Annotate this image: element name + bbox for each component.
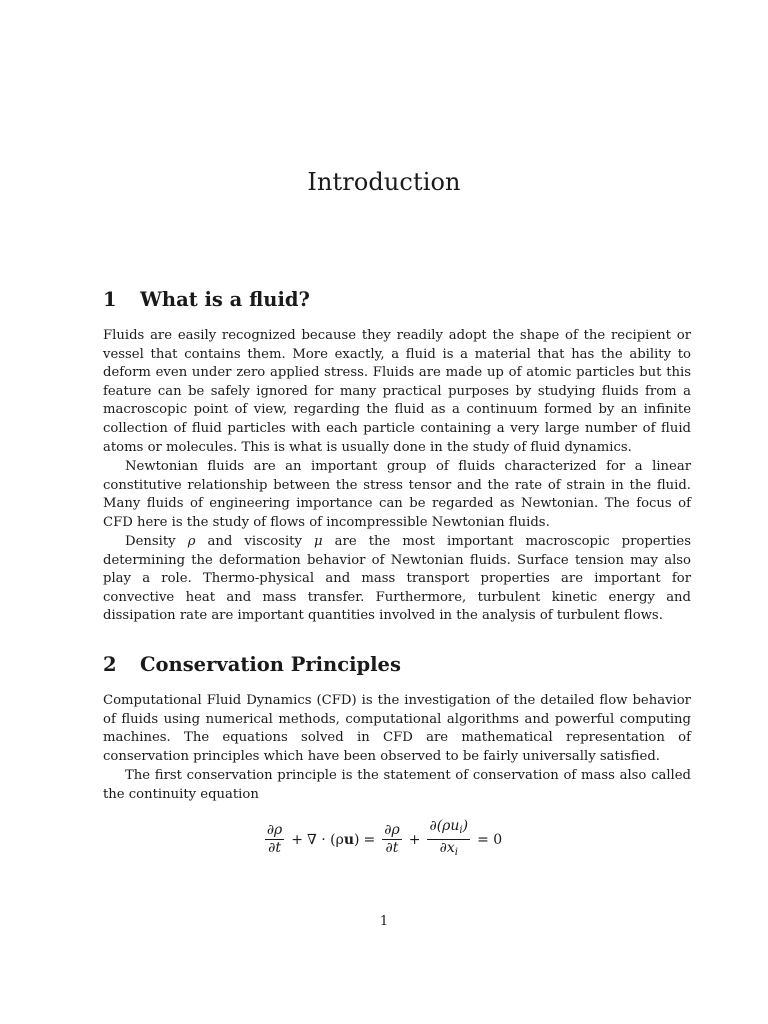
paragraph-continuity-intro: The first conservation principle is the statement of conservation of mass also called the continuity equation: [103, 768, 691, 802]
section-heading-1: [103, 288, 310, 311]
mu-symbol: μ: [314, 534, 323, 549]
section-number: 2: [103, 653, 117, 676]
drho-dt-fraction: $\frac{\partial\rho}{\partial t}$: [266, 822, 283, 856]
section-heading-2: [103, 653, 401, 676]
paragraph-density-viscosity: Density ρ and viscosity μ are the most important macroscopic properties determining the deformation behavior of Newtonian fluids. Surface tension may also play a role. Thermo-physical and mass transport properties are important for convective heat and mass transfer. Furthermore, turbulent kinetic energy and dissipation rate are important quantities involved in the analysis of turbulent flows.: [103, 534, 691, 624]
drho-dt-fraction-2: $\frac{\partial\rho}{\partial t}$: [384, 822, 400, 856]
paragraph-fluid-definition: Fluids are easily recognized because they readily adopt the shape of the recipient or vessel that contains them. More exactly, a fluid is a material that has the ability to deform even under zero applied stress. Fluids are made up of atomic particles but this feature can be safely ignored for many practical purposes by studying fluids from a macroscopic point of view, regarding the fluid as a continuum formed by an infinite collection of fluid particles with each particle containing a very large number of fluid atoms or molecules. This is what is usually done in the study of fluid dynamics.: [103, 328, 691, 455]
rho-symbol: ρ: [187, 534, 196, 549]
page-title: Introduction: [307, 168, 461, 196]
section-title: What is a fluid?: [140, 288, 310, 311]
paragraph-newtonian-fluids: Newtonian fluids are an important group of fluids characterized for a linear constitutive relationship between the stress tensor and the rate of strain in the fluid. Many fluids of engineering importance can be regarded as Newtonian. The focus of CFD here is the study of flows of incompressible Newtonian fluids.: [103, 459, 691, 530]
flux-derivative-fraction: $\frac{\partial(\rho u_i)}{\partial x_i}$: [429, 818, 469, 858]
section-title: Conservation Principles: [140, 653, 401, 676]
paragraph-cfd-definition: Computational Fluid Dynamics (CFD) is the investigation of the detailed flow behavior of fluids using numerical methods, computational algorithms and powerful computing machines. The equations solved in CFD are mathematical representation of conservation principles which have been observed to be fairly universally satisfied.: [103, 693, 691, 764]
page-number: 1: [379, 914, 389, 929]
section-number: 1: [103, 288, 117, 311]
divergence-term: ∇ · (ρu): [307, 831, 360, 848]
continuity-equation: $\frac{\partial\rho}{\partial t}$ + ∇ · (ρu) = $\frac{\partial\rho}{\partial t}$ + $\frac{\partial(\rho u_i)}{\partial x_i}$ = 0: [0, 818, 768, 861]
